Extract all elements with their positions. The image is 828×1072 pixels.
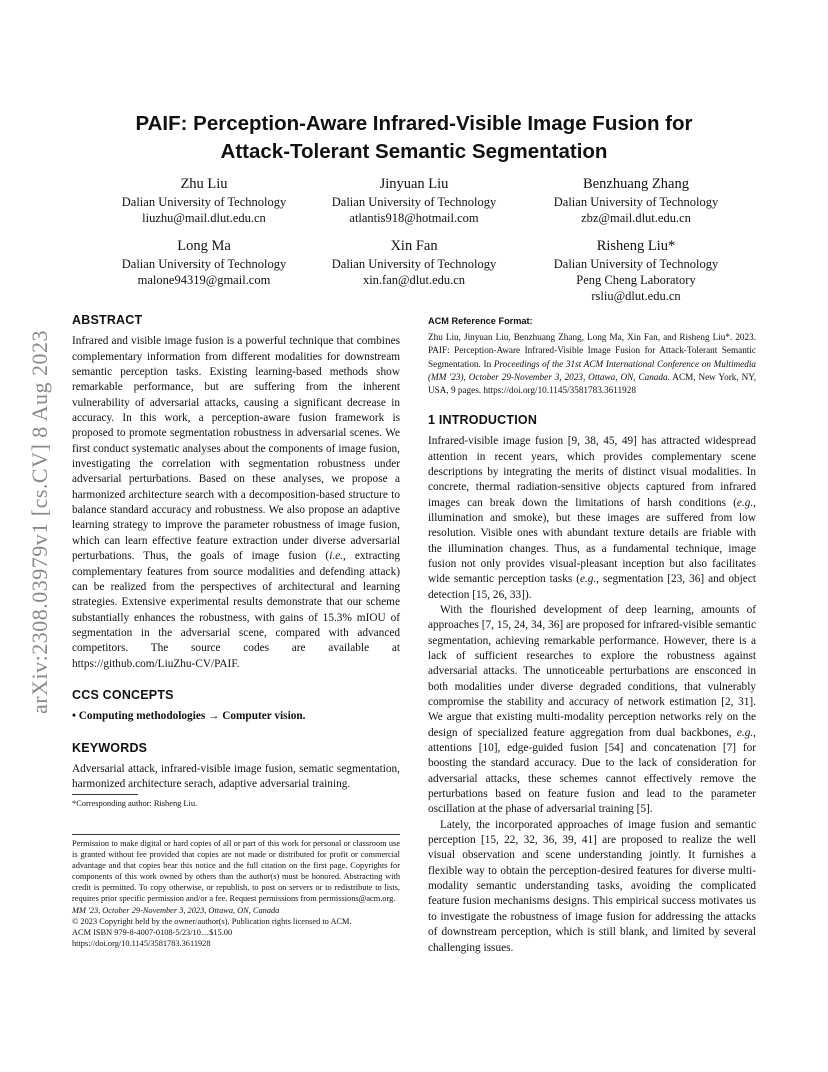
author-name: Xin Fan bbox=[390, 238, 438, 254]
permission-text: Permission to make digital or hard copies of all or part of this work for personal or classroom use is granted without fee provided that copies are not made or distributed for profit or commercial advantage and that copies bear this notice and the full citation on the first page. Copyrights for components of this work owned by others than the author(s) must be honored. Abstracting with credit is permitted. To copy otherwise, or republish, to post on servers or to redistribute to lists, requires prior specific permission and/or a fee. Request permissions from permissions@acm.org. bbox=[72, 839, 400, 904]
permission-rule bbox=[72, 834, 400, 835]
author-affiliation-2: Peng Cheng Laboratory bbox=[576, 273, 696, 287]
abstract-ie: i.e. bbox=[329, 550, 344, 563]
author-email: atlantis918@hotmail.com bbox=[349, 211, 479, 225]
arxiv-stamp-text: arXiv:2308.03979v1 [cs.CV] 8 Aug 2023 bbox=[27, 330, 53, 714]
author-affiliation: Dalian University of Technology bbox=[553, 257, 719, 271]
acm-ref-pre: Zhu Liu, Jinyuan Liu, Benzhuang Zhang, Long Ma, Xin Fan, and Risheng Liu*. 2023. PAIF: Perception-Aware Infrared-Visible Image Fusion for Attack-Tolerant Semantic Segmentation. In bbox=[428, 332, 756, 369]
abstract-heading: ABSTRACT bbox=[72, 313, 143, 327]
acm-ref-text bbox=[428, 331, 756, 396]
left-column bbox=[72, 313, 400, 793]
keywords-heading: KEYWORDS bbox=[72, 740, 148, 755]
author-name: Long Ma bbox=[177, 238, 231, 254]
author-email: rsliu@dlut.edu.cn bbox=[591, 289, 681, 303]
intro-paragraph-1 bbox=[428, 434, 756, 603]
abstract-text bbox=[72, 334, 400, 672]
acm-ref-post: ACM, New York, NY, USA, 9 pages. https://doi.org/10.1145/3581783.3611928 bbox=[428, 371, 756, 395]
footnote: *Corresponding author: Risheng Liu. bbox=[72, 799, 198, 808]
intro-p1-c: , segmentation [23, 36] and object detection [15, 26, 33]). bbox=[428, 573, 756, 601]
permission-isbn: ACM ISBN 979-8-4007-0108-5/23/10…$15.00 bbox=[72, 927, 233, 937]
author-affiliation: Dalian University of Technology bbox=[331, 257, 497, 271]
permission-copyright: © 2023 Copyright held by the owner/author(s). Publication rights licensed to ACM. bbox=[72, 916, 352, 926]
author-affiliation: Dalian University of Technology bbox=[121, 195, 287, 209]
author-affiliation: Dalian University of Technology bbox=[121, 257, 287, 271]
intro-heading: 1 INTRODUCTION bbox=[428, 412, 538, 427]
ccs-heading: CCS CONCEPTS bbox=[72, 687, 174, 702]
permission-block bbox=[72, 838, 400, 949]
intro-p2-a: With the flourished development of deep learning, amounts of approaches [7, 15, 24, 34, 36] are proposed for infrared-visible semantic segmentation, achieving remarkable performance. However, there is a lack of sufficient researches to explore the robustness against adversarial attacks. The unnoticeable perturbations are ensconced in both modalities under diverse degraded conditions, that vulnerably compromise the stability and accuracy of network estimation [2, 31]. We argue that existing multi-modality perception networks rely on the design of specialized feature aggregation from dual backbones, bbox=[428, 603, 756, 739]
permission-doi: https://doi.org/10.1145/3581783.3611928 bbox=[72, 938, 211, 948]
acm-ref-heading: ACM Reference Format: bbox=[428, 316, 533, 326]
author-email: liuzhu@mail.dlut.edu.cn bbox=[142, 211, 266, 225]
title-line-2: Attack-Tolerant Semantic Segmentation bbox=[220, 140, 608, 163]
author-affiliation: Dalian University of Technology bbox=[553, 195, 719, 209]
permission-venue: MM '23, October 29-November 3, 2023, Ottawa, ON, Canada bbox=[72, 905, 280, 915]
author-jinyuan-liu bbox=[304, 174, 524, 226]
acm-ref-venue: Proceedings of the 31st ACM International Conference on Multimedia (MM '23), October 29-November 3, 2023, Ottawa, ON, Canada. bbox=[428, 358, 756, 382]
arxiv-stamp bbox=[20, 287, 60, 757]
author-name: Jinyuan Liu bbox=[379, 176, 449, 192]
ccs-text: • Computing methodologies → Computer vision. bbox=[72, 710, 306, 723]
abstract-text-part-1: Infrared and visible image fusion is a powerful technique that combines complementary information from different modalities for downstream semantic perception tasks. Existing learning-based methods show remarkable performance, but are suffering from the inherent vulnerability of adversarial attacks, causing a significant decrease in accuracy. In this work, a perception-aware fusion framework is proposed to promote segmentation robustness in adversarial scenes. We first conduct systematic analyses about the components of image fusion, investigating the correlation with segmentation robustness under adversarial perturbations. Based on these analyses, we propose a harmonized architecture search with a decomposition-based structure to balance standard accuracy and robustness. We also propose an adaptive learning strategy to improve the parameter robustness of image fusion, which can learn effective feature extraction under diverse adversarial perturbations. Thus, the goals of image fusion ( bbox=[72, 335, 400, 563]
abstract-text-part-2: , extracting complementary features from source modalities and defending attack) can be realized from the perspectives of architectural and learning strategies. Extensive experimental results demonstrate that our scheme substantially enhances the robustness, with gains of 15.3% mIOU of segmentation in the adversarial scene, compared with advanced competitors. The source codes are available at https://github.com/LiuZhu-CV/PAIF. bbox=[72, 550, 400, 670]
paper-title bbox=[88, 110, 740, 166]
intro-p2-eg: e.g. bbox=[736, 726, 754, 739]
author-email: malone94319@gmail.com bbox=[137, 273, 271, 287]
author-benzhuang-zhang bbox=[526, 174, 746, 226]
author-name: Zhu Liu bbox=[180, 176, 228, 192]
intro-p1-eg: e.g. bbox=[736, 496, 754, 509]
intro-p2-b: , attentions [10], edge-guided fusion [54] and concatenation [7] for boosting the standard accuracy. Due to the lack of consideration for adversarial attacks, these schemes cannot effectively remove the perturbations based on feature fusion and lead to the parameter oscillation at the phase of adversarial training [5]. bbox=[428, 726, 756, 816]
intro-paragraph-3: Lately, the incorporated approaches of image fusion and semantic perception [15, 22, 32, 36, 39, 41] are proposed to realize the well visual observation and scene understanding jointly. It furnishes a flexible way to obtain the perception-desired features for diverse multi-modality semantic understanding tasks, avoiding the complicated feature fusion mechanisms designs. This empirical success motivates us to investigate the robustness of image fusion for addressing the attacks of downstream perception, which is still blank, and limited by several challenging issues. bbox=[428, 818, 756, 954]
author-email: zbz@mail.dlut.edu.cn bbox=[581, 211, 691, 225]
intro-paragraph-2 bbox=[428, 603, 756, 818]
intro-p1-a: Infrared-visible image fusion [9, 38, 45, 49] has attracted widespread attention in recent years, which provides complementary scene descriptions by integrating the merits of distinct visual modalities. In concrete, thermal radiation-sensitive objects captured from infrared images can break down the limitations of harsh conditions ( bbox=[428, 435, 756, 509]
intro-p1-b: , illumination and smoke), but these images are suffered from low resolution. Visible ones with abundant texture details are friable with the illumination changes. Thus, as a fundamental technique, image fusion not only provides visual-pleasant inception but also facilitates wide semantic perception tasks ( bbox=[428, 496, 756, 586]
author-zhu-liu bbox=[94, 174, 314, 226]
right-column bbox=[428, 314, 756, 956]
title-line-1: PAIF: Perception-Aware Infrared-Visible Image Fusion for bbox=[135, 112, 693, 135]
author-long-ma bbox=[94, 236, 314, 288]
author-risheng-liu bbox=[526, 236, 746, 304]
author-name: Benzhuang Zhang bbox=[583, 176, 689, 192]
footnote-rule bbox=[72, 794, 138, 795]
author-affiliation: Dalian University of Technology bbox=[331, 195, 497, 209]
keywords-text: Adversarial attack, infrared-visible image fusion, sematic segmentation, harmonized architecture serach, adaptive adversarial training. bbox=[72, 762, 400, 791]
intro-p1-eg-2: e.g. bbox=[579, 573, 597, 586]
author-name: Risheng Liu* bbox=[596, 238, 676, 254]
author-email: xin.fan@dlut.edu.cn bbox=[362, 273, 466, 287]
author-xin-fan bbox=[304, 236, 524, 288]
